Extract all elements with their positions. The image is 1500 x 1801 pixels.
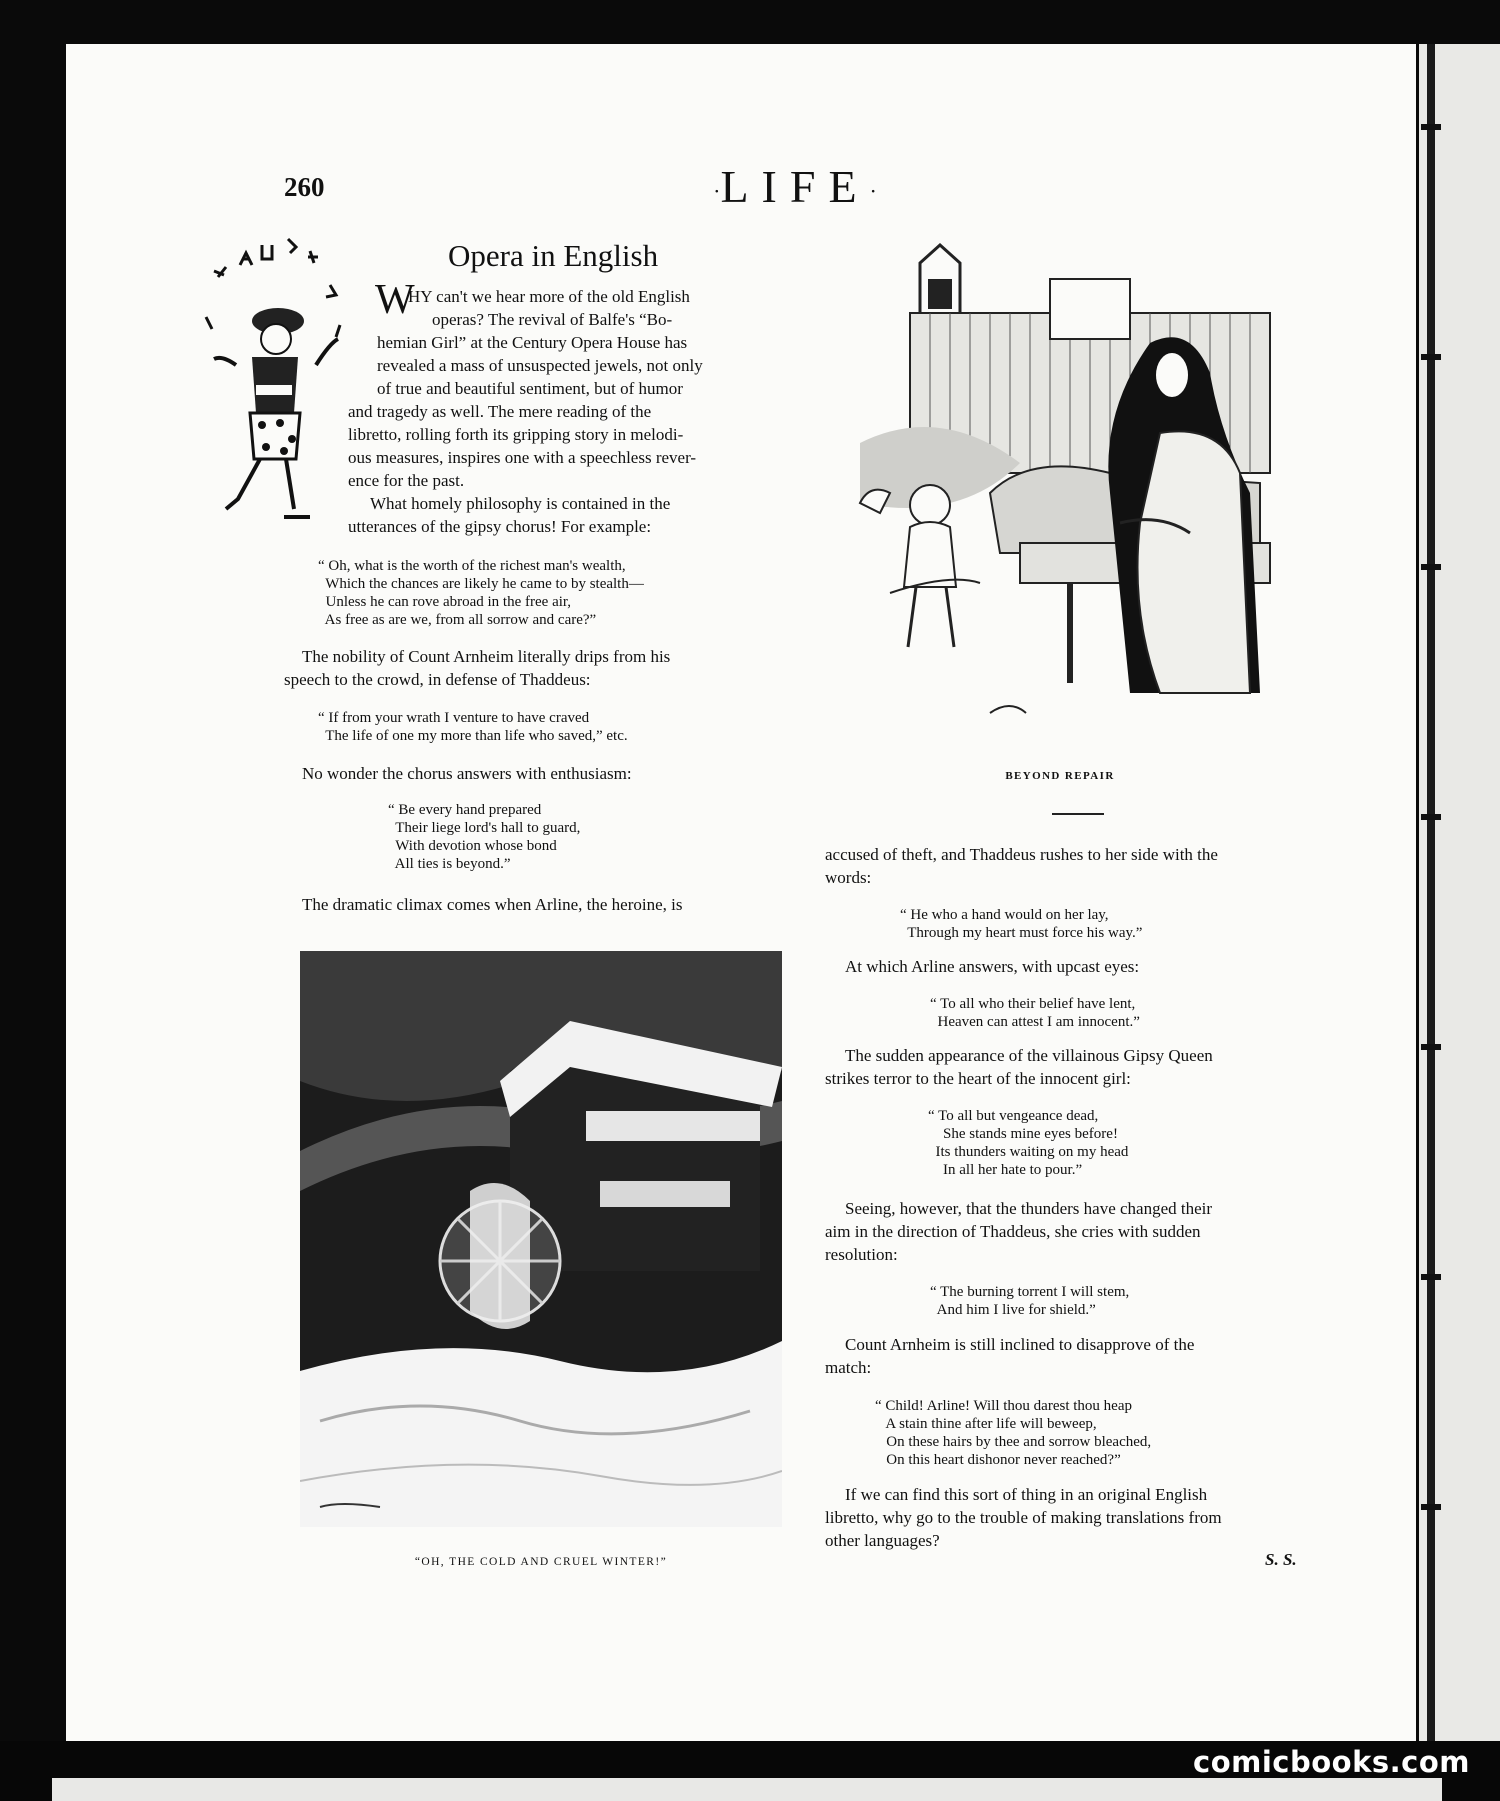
masthead-dot-left: · (713, 178, 721, 204)
verse-line: “ Be every hand prepared (388, 802, 542, 818)
paragraph-line: operas? The revival of Balfe's “Bo- (432, 310, 673, 329)
paragraph-line: ous measures, inspires one with a speechless rever- (348, 448, 697, 467)
paragraph-line: What homely philosophy is contained in the (370, 494, 671, 513)
paragraph-line: resolution: (825, 1245, 898, 1264)
masthead (680, 160, 910, 213)
verse-line: And him I live for shield.” (930, 1302, 1096, 1318)
verse-line: “ The burning torrent I will stem, (930, 1284, 1130, 1300)
verse-line: On these hairs by thee and sorrow bleached, (875, 1434, 1152, 1450)
verse-line: “ To all who their belief have lent, (930, 996, 1136, 1012)
illustration-caption-beyond-repair: BEYOND REPAIR (1005, 770, 1115, 782)
verse-line: Heaven can attest I am innocent.” (930, 1014, 1140, 1030)
paragraph-line: No wonder the chorus answers with enthusiasm: (302, 764, 632, 783)
article-title: Opera in English (448, 238, 659, 273)
paragraph-line: The nobility of Count Arnheim literally drips from his (302, 647, 671, 666)
paragraph-line: speech to the crowd, in defense of Thaddeus: (284, 670, 591, 689)
site-watermark[interactable]: comicbooks.com (1193, 1745, 1470, 1779)
paragraph-line: The dramatic climax comes when Arline, the heroine, is (302, 895, 683, 914)
paragraph-line: words: (825, 868, 872, 887)
paragraph-line: The sudden appearance of the villainous Gipsy Queen (845, 1046, 1213, 1065)
juggler-illustration (200, 225, 350, 545)
verse-line: “ If from your wrath I venture to have craved (318, 710, 590, 726)
illustration-caption-winter: “OH, THE COLD AND CRUEL WINTER!” (414, 1556, 668, 1568)
verse-line: She stands mine eyes before! (928, 1126, 1118, 1142)
verse-line: Their liege lord's hall to guard, (388, 820, 581, 836)
page-number: 260 (284, 172, 325, 202)
verse-line: Through my heart must force his way.” (900, 925, 1143, 941)
paragraph-line: At which Arline answers, with upcast eyes: (845, 957, 1140, 976)
winter-mill-illustration (300, 951, 782, 1527)
verse-line: On this heart dishonor never reached?” (875, 1452, 1121, 1468)
verse-line: All ties is beyond.” (388, 856, 511, 872)
paragraph-line: utterances of the gipsy chorus! For example: (348, 517, 652, 536)
verse-line: In all her hate to pour.” (928, 1162, 1083, 1178)
paragraph-line: aim in the direction of Thaddeus, she cries with sudden (825, 1222, 1201, 1241)
page-binding (1419, 44, 1500, 1741)
paragraph-line: Seeing, however, that the thunders have changed their (845, 1199, 1213, 1218)
verse-line: With devotion whose bond (388, 838, 557, 854)
verse-line: “ Oh, what is the worth of the richest man's wealth, (318, 558, 626, 574)
verse-line: The life of one my more than life who saved,” etc. (318, 728, 628, 744)
verse-line: “ Child! Arline! Will thou darest thou heap (875, 1398, 1132, 1414)
paragraph-line: strikes terror to the heart of the innocent girl: (825, 1069, 1131, 1088)
verse-line: As free as are we, from all sorrow and care?” (318, 612, 597, 628)
paragraph-line: and tragedy as well. The mere reading of the (348, 402, 652, 421)
verse-line: Unless he can rove abroad in the free air, (318, 594, 572, 610)
paragraph-line: libretto, why go to the trouble of making translations from (825, 1508, 1222, 1527)
paragraph-line: of true and beautiful sentiment, but of humor (377, 379, 683, 398)
verse-line: Its thunders waiting on my head (928, 1144, 1129, 1160)
paragraph-line: libretto, rolling forth its gripping story in melodi- (348, 425, 684, 444)
paragraph-line: revealed a mass of unsuspected jewels, not only (377, 356, 703, 375)
paragraph-line: other languages? (825, 1531, 940, 1550)
author-signature: S. S. (1265, 1550, 1297, 1569)
paragraph-line: Count Arnheim is still inclined to disapprove of the (845, 1335, 1195, 1354)
verse-line: “ He who a hand would on her lay, (900, 907, 1109, 923)
nun-and-cupid-illustration (820, 243, 1300, 743)
drop-cap: W (375, 277, 415, 323)
masthead-dot-right: · (869, 178, 877, 204)
section-rule (1052, 813, 1104, 815)
verse-line: A stain thine after life will beweep, (875, 1416, 1097, 1432)
paragraph-line: HY can't we hear more of the old English (408, 287, 690, 306)
masthead-title: LIFE (720, 161, 870, 212)
paragraph-line: If we can find this sort of thing in an original English (845, 1485, 1208, 1504)
paragraph-line: hemian Girl” at the Century Opera House has (377, 333, 688, 352)
paragraph-line: accused of theft, and Thaddeus rushes to her side with the (825, 845, 1218, 864)
paragraph-line: ence for the past. (348, 471, 465, 490)
verse-line: “ To all but vengeance dead, (928, 1108, 1099, 1124)
paragraph-line: match: (825, 1358, 872, 1377)
verse-line: Which the chances are likely he came to by stealth— (318, 576, 644, 592)
